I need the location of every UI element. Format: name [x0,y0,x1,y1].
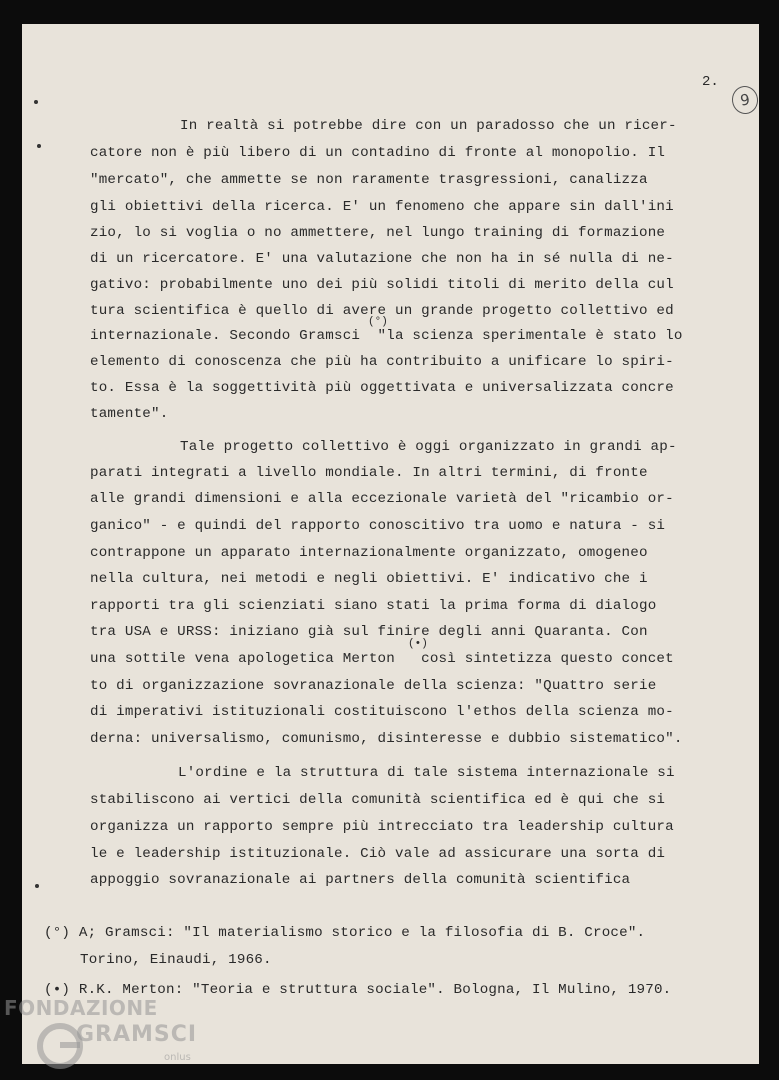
text-line: zio, lo si voglia o no ammettere, nel lungo training di formazione [90,225,666,241]
text-line: elemento di conoscenza che più ha contribuito a unificare lo spiri- [90,354,674,370]
text-line: derna: universalismo, comunismo, disinteresse e dubbio sistematico". [90,731,683,747]
page-number: 2. [702,74,719,90]
text-line: tamente". [90,406,169,422]
text-line: parati integrati a livello mondiale. In altri termini, di fronte [90,465,648,481]
text-line: nella cultura, nei metodi e negli obiettivi. E' indicativo che i [90,571,648,587]
text-line: ganico" - e quindi del rapporto conoscitivo tra uomo e natura - si [90,518,666,534]
text-line: contrappone un apparato internazionalmente organizzato, omogeneo [90,545,648,561]
text-line: internazionale. Secondo Gramsci "la scienza sperimentale è stato lo [90,328,683,344]
text-line: gli obiettivi della ricerca. E' un fenomeno che appare sin dall'ini [90,199,674,215]
footnote-merton: (•) R.K. Merton: "Teoria e struttura sociale". Bologna, Il Mulino, 1970. [44,982,672,998]
text-line: In realtà si potrebbe dire con un paradosso che un ricer- [180,118,677,134]
text-line: tra USA e URSS: iniziano già sul finire degli anni Quaranta. Con [90,624,648,640]
text-line: "mercato", che ammette se non raramente trasgressioni, canalizza [90,172,648,188]
text-line: tura scientifica è quello di avere un grande progetto collettivo ed [90,303,674,319]
punch-mark [37,144,41,148]
text-line: di un ricercatore. E' una valutazione che non ha in sé nulla di ne- [90,251,674,267]
text-line: le e leadership istituzionale. Ciò vale ad assicurare una sorta di [90,846,666,862]
text-line: to. Essa è la soggettività più oggettivata e universalizzata concre [90,380,674,396]
footnote-marker-merton: (•) [408,638,428,650]
punch-mark [35,884,39,888]
archive-number: 9 [730,84,760,115]
watermark [4,994,204,1080]
text-line: rapporti tra gli scienziati siano stati la prima forma di dialogo [90,598,657,614]
text-line: una sottile vena apologetica Merton così sintetizza questo concet [90,651,674,667]
text-line: Tale progetto collettivo è oggi organizzato in grandi ap- [180,439,677,455]
text-line: alle grandi dimensioni e alla eccezionale varietà del "ricambio or- [90,491,674,507]
text-line: organizza un rapporto sempre più intrecciato tra leadership cultura [90,819,674,835]
watermark-line1: FONDAZIONE [4,996,158,1020]
text-line: catore non è più libero di un contadino di fronte al monopolio. Il [90,145,666,161]
text-line: to di organizzazione sovranazionale della scienza: "Quattro serie [90,678,657,694]
footnote-gramsci-cont: Torino, Einaudi, 1966. [80,952,272,968]
text-line: L'ordine e la struttura di tale sistema internazionale si [178,765,675,781]
text-line: stabiliscono ai vertici della comunità scientifica ed è qui che si [90,792,666,808]
text-line: gativo: probabilmente uno dei più solidi titoli di merito della cul [90,277,674,293]
watermark-line2: GRAMSCI [76,1022,198,1047]
watermark-line3: onlus [164,1052,191,1063]
text-line: appoggio sovranazionale ai partners della comunità scientifica [90,872,631,888]
document-page [22,24,759,1064]
footnote-marker-gramsci: (°) [368,316,388,328]
text-line: di imperativi istituzionali costituiscono l'ethos della scienza mo- [90,704,674,720]
punch-mark [34,100,38,104]
footnote-gramsci: (°) A; Gramsci: "Il materialismo storico e la filosofia di B. Croce". [44,925,646,941]
